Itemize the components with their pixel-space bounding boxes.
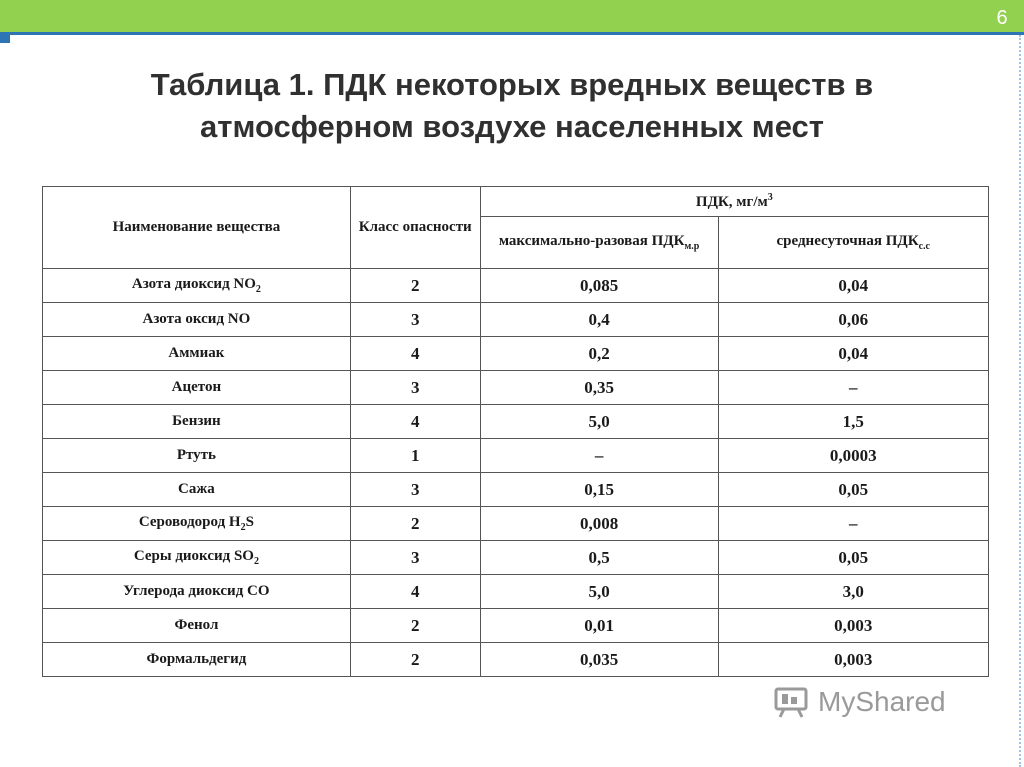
cell-class: 4	[350, 405, 480, 439]
cell-max: –	[480, 439, 718, 473]
cell-name: Ацетон	[43, 371, 351, 405]
slide-side-dotted-line	[1019, 35, 1021, 767]
watermark-text: MyShared	[818, 686, 946, 717]
cell-max: 0,35	[480, 371, 718, 405]
cell-max: 0,4	[480, 303, 718, 337]
cell-name: Аммиак	[43, 337, 351, 371]
table-row	[43, 541, 989, 575]
cell-name: Углерода диоксид СО	[43, 575, 351, 609]
watermark	[772, 682, 972, 722]
cell-max: 0,01	[480, 609, 718, 643]
cell-avg: 0,04	[718, 269, 988, 303]
cell-avg: –	[718, 371, 988, 405]
cell-class: 4	[350, 575, 480, 609]
cell-class: 3	[350, 303, 480, 337]
table-row	[43, 609, 989, 643]
slide-top-line	[0, 32, 1024, 35]
cell-class: 2	[350, 269, 480, 303]
slide-top-bar	[0, 0, 1024, 32]
cell-avg: 0,05	[718, 473, 988, 507]
cell-avg: 0,04	[718, 337, 988, 371]
cell-avg: 3,0	[718, 575, 988, 609]
cell-name: Азота оксид NO	[43, 303, 351, 337]
cell-name: Азота диоксид $NO_2$	[43, 269, 351, 303]
cell-max: 0,085	[480, 269, 718, 303]
header-class: Класс опасности	[350, 187, 480, 269]
table-row	[43, 269, 989, 303]
header-max: максимально-разовая $ПДК_{м.р}$	[480, 217, 718, 269]
cell-name: Сероводород $H_2S$	[43, 507, 351, 541]
cell-name: Фенол	[43, 609, 351, 643]
myshared-logo-icon	[772, 685, 812, 719]
table-row	[43, 439, 989, 473]
slide-title	[40, 64, 984, 148]
cell-class: 2	[350, 609, 480, 643]
cell-class: 3	[350, 541, 480, 575]
cell-avg: 0,003	[718, 609, 988, 643]
cell-avg: 0,0003	[718, 439, 988, 473]
table-row	[43, 473, 989, 507]
cell-avg: 1,5	[718, 405, 988, 439]
title-line-2: атмосферном воздухе населенных мест	[200, 109, 824, 144]
cell-class: 3	[350, 473, 480, 507]
cell-name: Серы диоксид $SO_2$	[43, 541, 351, 575]
slide-number: 6	[996, 7, 1008, 29]
table-row	[43, 337, 989, 371]
cell-name: Бензин	[43, 405, 351, 439]
cell-max: 0,008	[480, 507, 718, 541]
cell-max: 0,5	[480, 541, 718, 575]
cell-name: Формальдегид	[43, 643, 351, 677]
cell-max: 0,035	[480, 643, 718, 677]
cell-avg: 0,003	[718, 643, 988, 677]
table-row	[43, 371, 989, 405]
table-body	[43, 269, 989, 677]
cell-name: Ртуть	[43, 439, 351, 473]
table-row	[43, 405, 989, 439]
cell-avg: 0,05	[718, 541, 988, 575]
cell-avg: –	[718, 507, 988, 541]
cell-class: 1	[350, 439, 480, 473]
cell-class: 3	[350, 371, 480, 405]
pdk-table	[42, 186, 989, 677]
header-name: Наименование вещества	[43, 187, 351, 269]
header-pdk-group: ПДК, $мг/м^3$	[480, 187, 988, 217]
title-line-1: Таблица 1. ПДК некоторых вредных веществ в	[150, 67, 874, 102]
cell-name: Сажа	[43, 473, 351, 507]
table-row	[43, 643, 989, 677]
cell-class: 2	[350, 507, 480, 541]
slide-corner-tab	[0, 35, 10, 43]
header-avg: среднесуточная $ПДК_{с.с}$	[718, 217, 988, 269]
cell-class: 4	[350, 337, 480, 371]
cell-max: 5,0	[480, 405, 718, 439]
cell-class: 2	[350, 643, 480, 677]
cell-max: 0,2	[480, 337, 718, 371]
cell-max: 0,15	[480, 473, 718, 507]
table-row	[43, 303, 989, 337]
table-row	[43, 575, 989, 609]
cell-max: 5,0	[480, 575, 718, 609]
cell-avg: 0,06	[718, 303, 988, 337]
table-row	[43, 507, 989, 541]
